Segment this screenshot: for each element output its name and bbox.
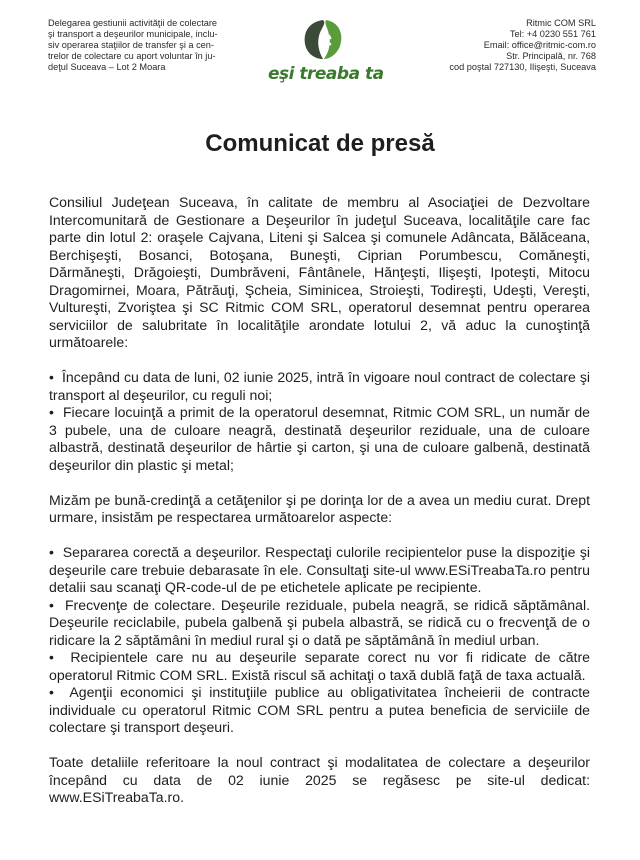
appeal-paragraph: Mizăm pe bună-credinţă a cetăţenilor şi pe dorinţa lor de a avea un mediu curat. Drept urmare, insistăm pe respectarea următoarelor aspecte:	[49, 491, 590, 525]
contract-line: trelor de colectare cu aport voluntar în ju-	[48, 50, 216, 61]
company-name: Ritmic COM SRL	[526, 18, 596, 28]
contract-line: şi transport a deşeurilor municipale, inclu-	[48, 28, 218, 39]
company-postal: cod poştal 727130, Ilişeşti, Suceava	[449, 61, 596, 72]
logo-wordmark: eşi treaba ta	[268, 64, 384, 84]
intro-paragraph: Consiliul Judeţean Suceava, în calitate de membru al Asociaţiei de Dezvoltare Intercomunitară de Gestionare a Deşeurilor în judeţul Suceava, localităţile care fac parte din lotul 2: oraşele Cajvana, Liteni şi Salcea şi comunele Adâncata, Bălăceana, Berchişeşti, Bosanci, Botoşana, Buneşti, Ciprian Porumbescu, Comăneşti, Dărmăneşti, Drăgoieşti, Dumbrăveni, Fântânele, Hănţeşti, Ilişeşti, Ipoteşti, Mitocu Dragomirnei, Moara, Pătrăuţi, Şcheia, Siminicea, Stroieşti, Todireşti, Udeşti, Vereşti, Vultureşti, Zvoriştea şi SC Ritmic COM SRL, operatorul desemnat pentru operarea serviciilor de salubritate în localităţile arondate lotului 2, vă aduc la cunoştinţă următoarele:	[49, 194, 590, 350]
company-phone: Tel: +4 0230 551 761	[509, 28, 596, 39]
bullet-item: • Fiecare locuinţă a primit de la operatorul desemnat, Ritmic COM SRL, un număr de 3 pubele, una de culoare neagră, destinată deşeurilor reziduale, una de culoare albastră, destinată deşeurilor de hârtie şi carton, şi una de culoare galbenă, destinată deşeurilor din plastic şi metal;	[49, 404, 590, 474]
bullet-item: • Recipientele care nu au deşeurile separate corect nu vor fi ridicate de către operatorul Ritmic COM SRL. Există riscul să achitaţi o taxă dublă faţă de taxa actuală.	[49, 649, 590, 684]
contract-description	[48, 18, 248, 73]
contract-line: siv operarea staţiilor de transfer şi a cen-	[48, 39, 214, 50]
letterhead	[0, 0, 640, 110]
company-email: Email: office@ritmic-com.ro	[483, 39, 596, 50]
company-contact	[396, 18, 596, 73]
contract-line: deţul Suceava – Lot 2 Moara	[48, 61, 166, 72]
bullet-item: • Separarea corectă a deşeurilor. Respectaţi culorile recipientelor puse la dispoziţie şi deşeurile care trebuie debarasate în ele. Consultaţi site-ul www.ESiTreabaTa.ro pentru detalii sau scanaţi QR-code-ul de pe etichetele aplicate pe recipiente.	[49, 544, 590, 597]
bullet-item: • Agenţii economici şi instituţiile publice au obligativitatea încheierii de contracte individuale cu operatorul Ritmic COM SRL pentru a putea beneficia de serviciile de colectare şi transport deşeuri.	[49, 684, 590, 737]
closing-paragraph: Toate detaliile referitoare la noul contract şi modalitatea de colectare a deşeurilor începând cu data de 02 iunie 2025 se regăsesc pe site-ul dedicat: www.ESiTreabaTa.ro.	[49, 754, 590, 805]
bullet-item: • Începând cu data de luni, 02 iunie 2025, intră în vigoare noul contract de colectare şi transport al deşeurilor, cu reguli noi;	[49, 369, 590, 404]
press-release-body	[49, 194, 590, 807]
company-logo	[268, 16, 384, 91]
leaf-logo-icon	[299, 16, 347, 62]
bullet-item: • Frecvenţe de colectare. Deşeurile reziduale, pubela neagră, se ridică săptămânal. Deşeurile reciclabile, pubela galbenă şi pubela albastră, se ridică cu o frecvenţă de o ridicare la 2 săptămâni în mediul rural şi o dată pe săptămână în mediul urban.	[49, 597, 590, 650]
company-street: Str. Principală, nr. 768	[506, 50, 596, 61]
page-title: Comunicat de presă	[205, 130, 435, 157]
contract-line: Delegarea gestiunii activităţii de colectare	[48, 18, 218, 28]
